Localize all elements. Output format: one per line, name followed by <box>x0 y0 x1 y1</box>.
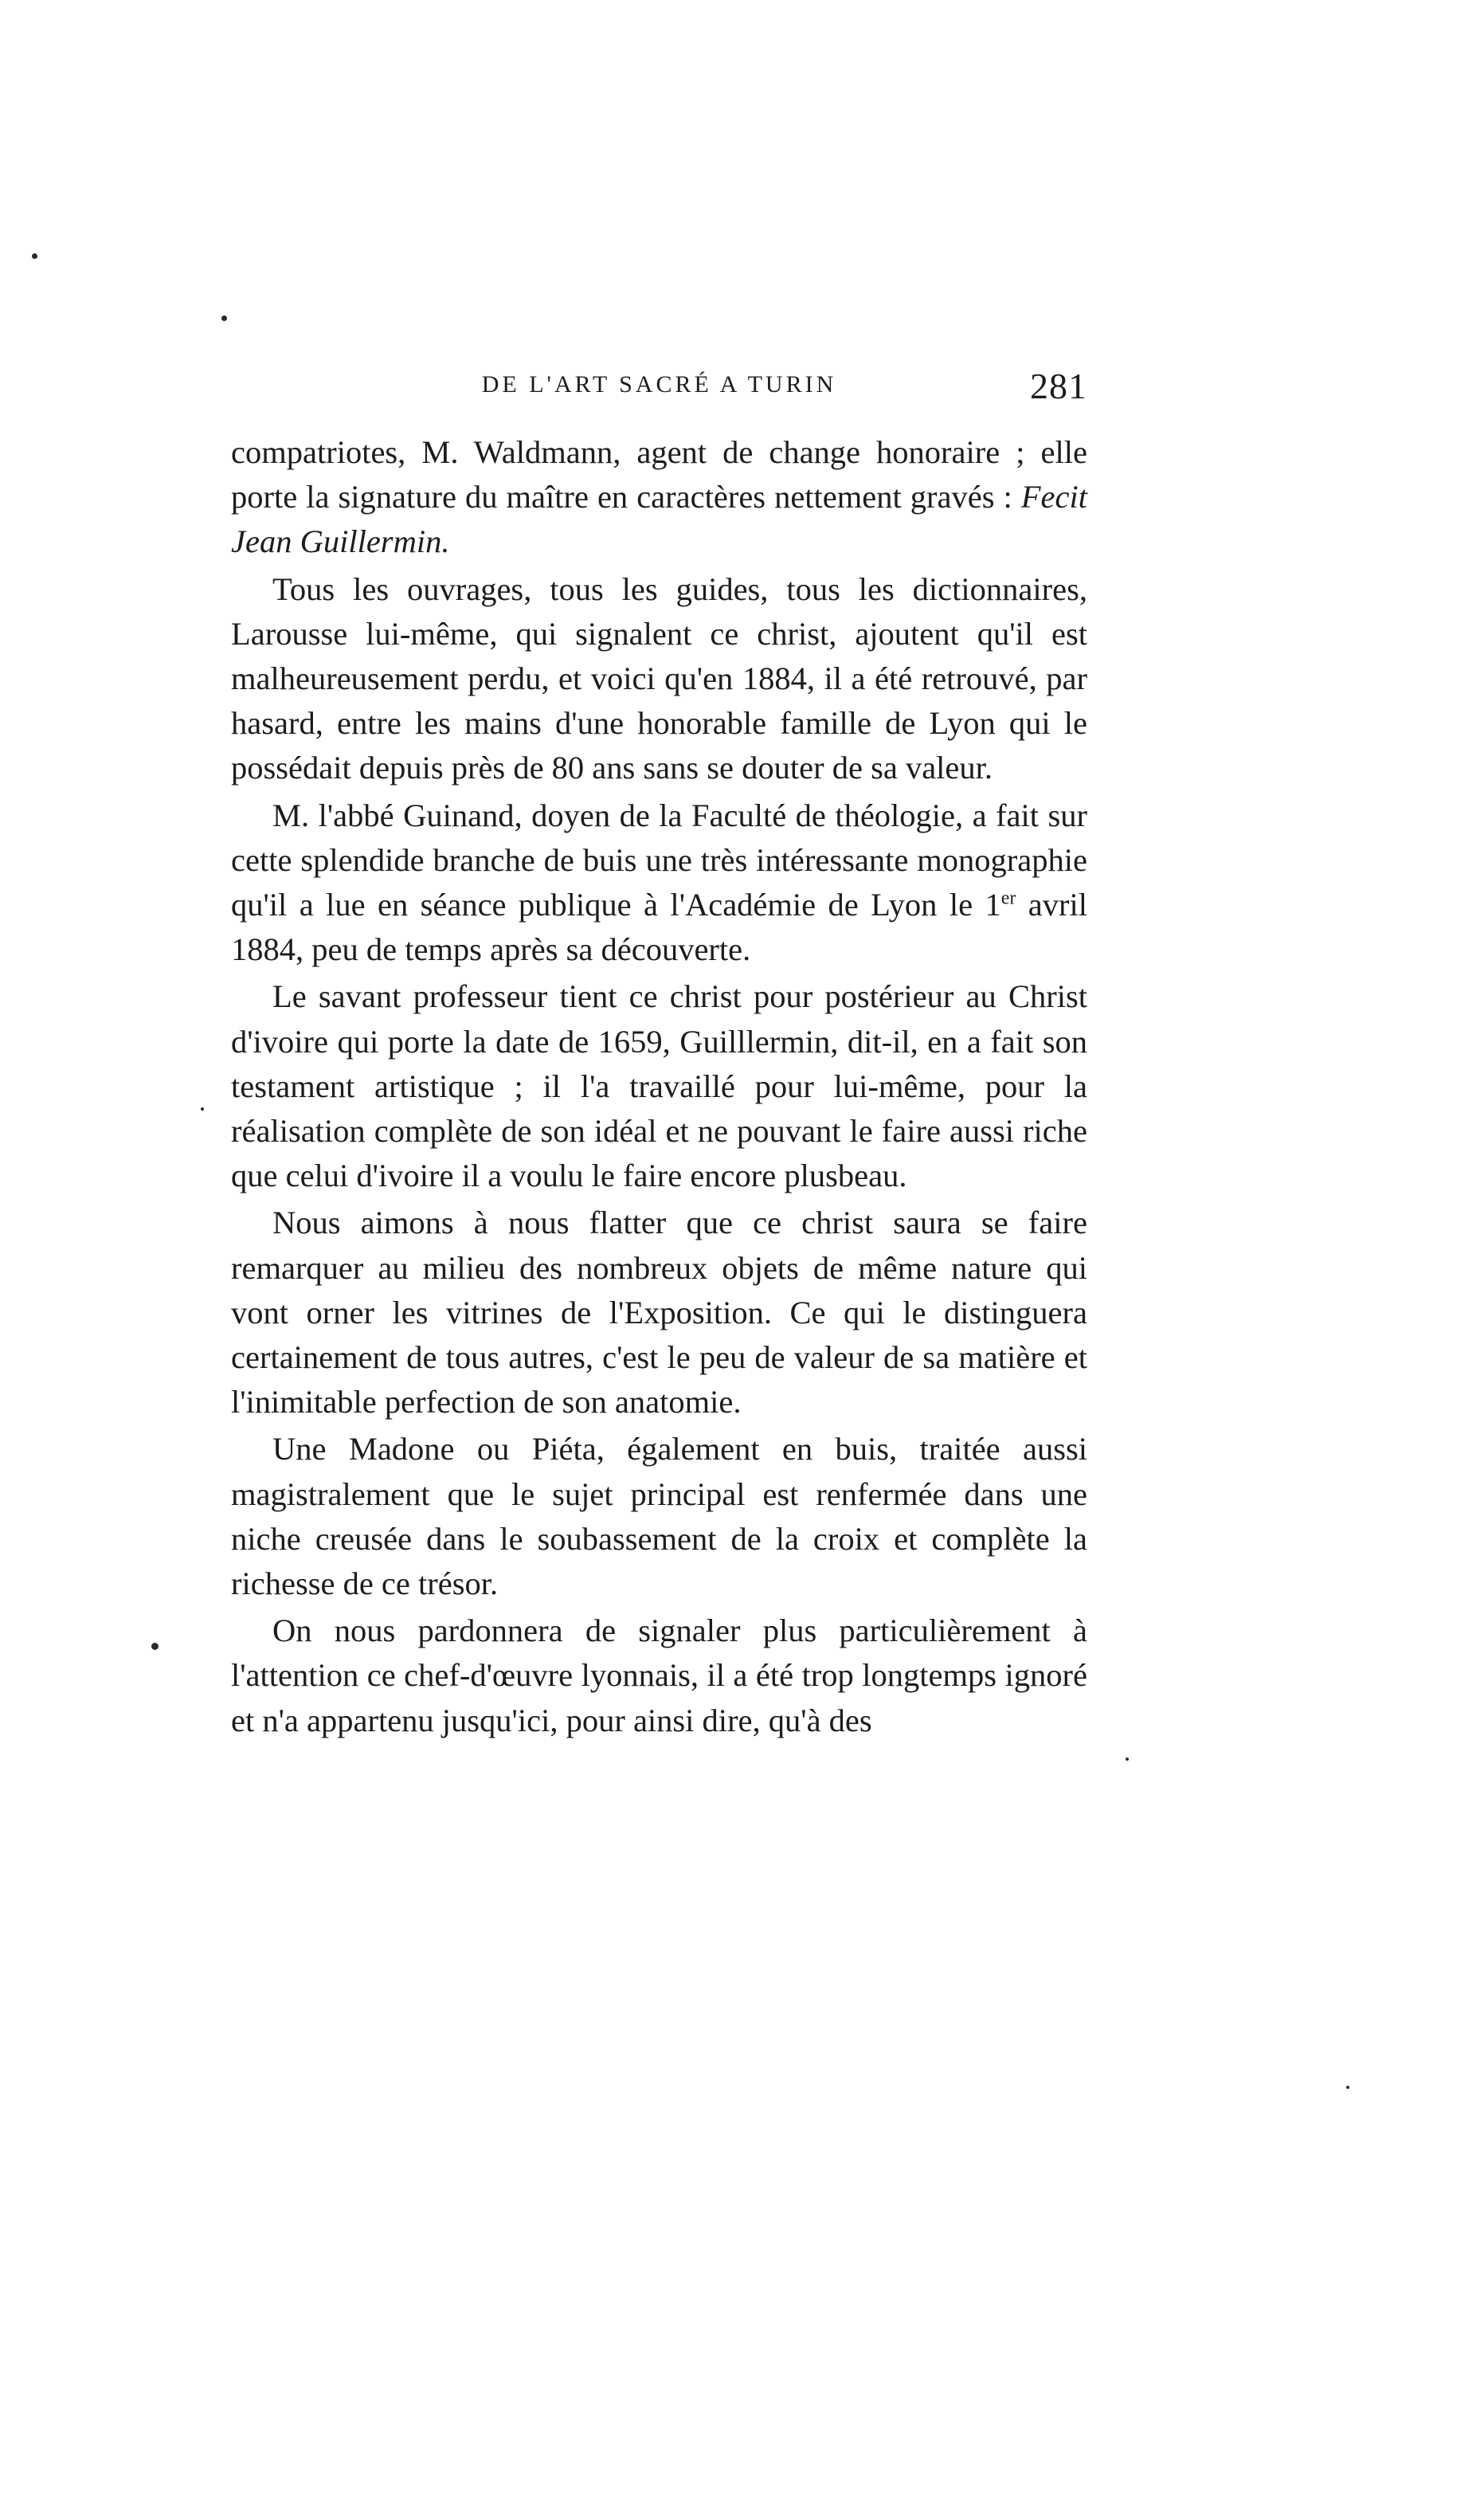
italic-text: Fecit Jean Guillermin. <box>231 479 1087 560</box>
page-header <box>231 365 1087 413</box>
page-number: 281 <box>1030 366 1087 406</box>
paragraph-text: On nous pardonnera de signaler plus particulièrement à l'attention ce chef-d'œuvre lyonnais, il a été trop longtemps ignoré et n'a appartenu jusqu'ici, pour ainsi dire, qu'à des <box>231 1612 1087 1738</box>
scan-speck <box>1126 1757 1129 1761</box>
running-title: DE L'ART SACRÉ A TURIN <box>481 371 837 398</box>
paragraph-text: M. l'abbé Guinand, doyen de la Faculté de théologie, a fait sur cette splendide branche de buis une très intéressante monographie qu'il a lue en séance publique à l'Académie de Lyon le 1 <box>231 797 1087 923</box>
paragraph <box>231 567 1087 791</box>
paragraph <box>231 1201 1087 1424</box>
scan-speck <box>221 315 227 321</box>
body-text <box>231 430 1087 1743</box>
paragraph-text: Une Madone ou Piéta, également en buis, traitée aussi magistralement que le sujet principal est renfermée dans une niche creusée dans le soubassement de la croix et complète la richesse de ce trésor. <box>231 1431 1087 1602</box>
paragraph-text: compatriotes, M. Waldmann, agent de change honoraire ; elle porte la signature du maître en caractères nettement gravés : <box>231 434 1087 515</box>
scan-speck <box>1346 2086 1349 2089</box>
superscript-text: er <box>1000 888 1016 909</box>
paragraph-text: avril 1884, peu de temps après sa découverte. <box>231 887 1088 968</box>
scan-speck <box>151 1643 159 1650</box>
paragraph <box>231 793 1087 973</box>
paragraph <box>231 430 1087 565</box>
scan-speck <box>201 1107 204 1111</box>
paragraph-text: Tous les ouvrages, tous les guides, tous les dictionnaires, Larousse lui-même, qui signalent ce christ, ajoutent qu'il est malheureusement perdu, et voici qu'en 1884, il a été retrouvé, par hasard, entre les mains d'une honorable famille de Lyon qui le possédait depuis près de 80 ans sans se douter de sa valeur. <box>231 570 1087 786</box>
paragraph <box>231 1609 1087 1743</box>
paragraph-text: Nous aimons à nous flatter que ce christ saura se faire remarquer au milieu des nombreux objets de même nature qui vont orner les vitrines de l'Exposition. Ce qui le distinguera certainement de tous autres, c'est le peu de valeur de sa matière et l'inimitable perfection de son anatomie. <box>231 1205 1087 1420</box>
paragraph <box>231 974 1087 1198</box>
paragraph <box>231 1427 1087 1606</box>
paragraph-text: Le savant professeur tient ce christ pour postérieur au Christ d'ivoire qui porte la date de 1659, Guilllermin, dit-il, en a fait son testament artistique ; il l'a travaillé pour lui-même, pour la réalisation complète de son idéal et ne pouvant le faire aussi riche que celui d'ivoire il a voulu le faire encore plusbeau. <box>231 978 1087 1194</box>
scan-speck <box>32 253 37 259</box>
